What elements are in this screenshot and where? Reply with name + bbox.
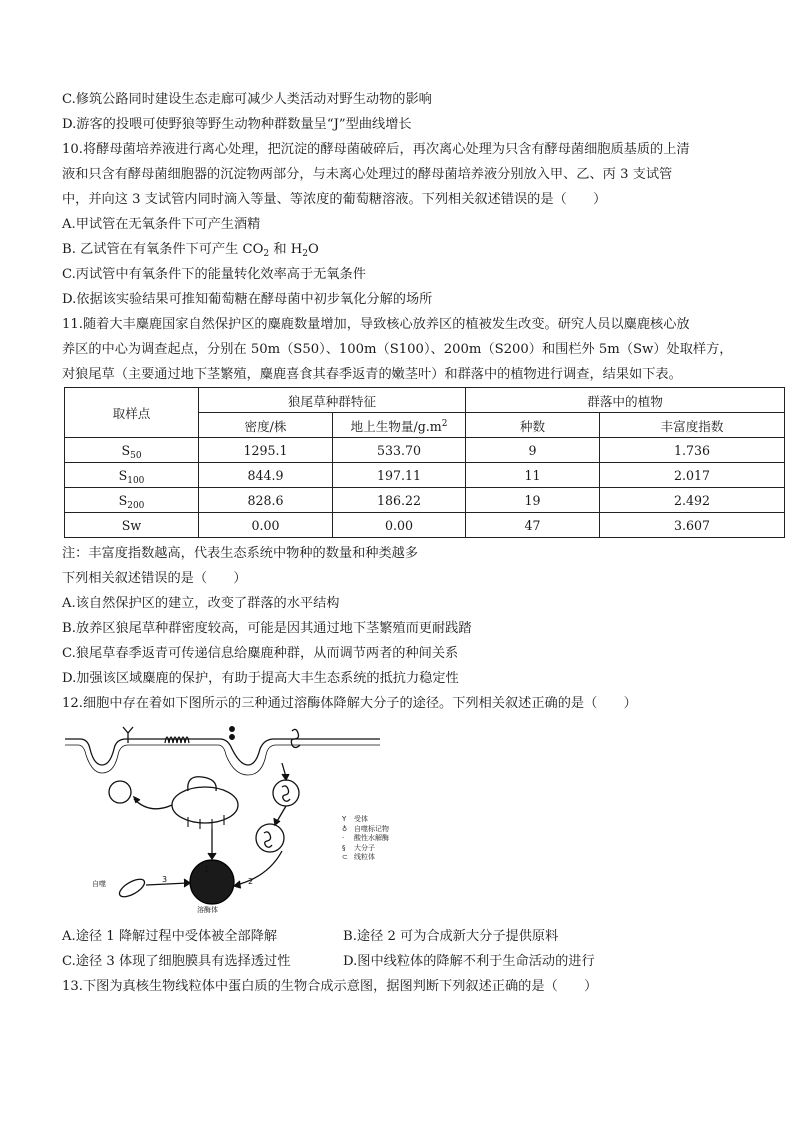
- q12-option-b: B.途径 2 可为合成新大分子提供原料: [343, 929, 559, 944]
- q10-stem-2: 液和只含有酵母菌细胞器的沉淀物两部分，与未离心处理过的酵母菌培养液分别放入甲、乙、丙 3 支试管: [62, 167, 673, 182]
- table-note: 注：丰富度指数越高，代表生态系统中物种的数量和种类越多: [62, 546, 419, 561]
- diagram-svg: [60, 725, 460, 920]
- arrow-path-2: [236, 851, 282, 885]
- autophagy-label: 自噬: [92, 880, 106, 888]
- q11-stem-2: 养区的中心为调查起点，分别在 50m（S50）、100m（S100）、200m（S200）和围栏外 5m（Sw）处取样方，: [62, 342, 733, 357]
- macromolecule-icon: §: [342, 843, 346, 852]
- cell-species: 47: [466, 513, 600, 538]
- q11-option-b: B.放养区狼尾草种群密度较高，可能是因其通过地下茎繁殖而更耐践踏: [62, 621, 472, 636]
- q11-stem-3: 对狼尾草（主要通过地下茎繁殖，麋鹿喜食其春季返青的嫩茎叶）和群落中的植物进行调查，结果如下表。: [62, 367, 682, 382]
- q11-option-c: C.狼尾草春季返青可传递信息给麋鹿种群，从而调节两者的种间关系: [62, 646, 459, 661]
- cell-richness: 3.607: [600, 513, 785, 538]
- header-group-population: 狼尾草种群特征: [199, 388, 466, 413]
- q11-stem-1: 11.随着大丰麋鹿国家自然保护区的麋鹿数量增加，导致核心放养区的植被发生改变。研究人员以麋鹿核心放: [62, 317, 690, 332]
- cell-density: 1295.1: [199, 438, 333, 463]
- lysosome-pathway-diagram: [60, 725, 460, 920]
- marker-icon: ♁: [342, 824, 348, 833]
- legend-mitochondria: ⊂ 线粒体: [342, 853, 375, 861]
- q13-stem: 13.下图为真核生物线粒体中蛋白质的生物合成示意图，据图判断下列叙述正确的是（ ）: [62, 979, 598, 994]
- cell-density: 844.9: [199, 463, 333, 488]
- cell-density: 0.00: [199, 513, 333, 538]
- path-3-label: 3: [162, 875, 168, 884]
- survey-table: [64, 387, 785, 538]
- cell-site: Sw: [65, 513, 199, 538]
- coil-receptor-icon: [165, 737, 189, 743]
- q12-option-a: A.途径 1 降解过程中受体被全部降解: [62, 929, 278, 944]
- receptor-icon: Y: [342, 815, 347, 823]
- hydrolase-icon: ·: [342, 834, 345, 842]
- q11-option-a: A.该自然保护区的建立，改变了群落的水平结构: [62, 596, 340, 611]
- cell-biomass: 186.22: [333, 488, 466, 513]
- q10-stem-1: 10.将酵母菌培养液进行离心处理，把沉淀的酵母菌破碎后，再次离心处理为只含有酵母菌细胞质基质的上清: [62, 142, 690, 157]
- table-row: [65, 513, 785, 538]
- q10-option-c: C.丙试管中有氧条件下的能量转化效率高于无氧条件: [62, 267, 366, 282]
- path-2-label: 2: [248, 877, 254, 886]
- receptor-icon: [123, 727, 133, 743]
- cell-density: 828.6: [199, 488, 333, 513]
- endosome-vesicle: [109, 781, 131, 803]
- central-endosome: [172, 787, 238, 823]
- q11-ask: 下列相关叙述错误的是（ ）: [62, 571, 247, 586]
- legend-receptor: Y 受体: [342, 815, 368, 823]
- legend-macromolecule: § 大分子: [342, 843, 375, 852]
- q10-option-a: A.甲试管在无氧条件下可产生酒精: [62, 217, 261, 232]
- path-1-label: 1: [204, 865, 210, 874]
- q10-option-b: B. 乙试管在有氧条件下可产生 $CO_2$ 和 $H_2O$: [62, 242, 319, 259]
- q12-option-d: D.图中线粒体的降解不利于生命活动的进行: [343, 954, 595, 969]
- option-d-prev: D.游客的投喂可使野狼等野生动物种群数量呈“J”型曲线增长: [62, 117, 412, 132]
- macromolecule-vesicle: [273, 780, 299, 806]
- cell-site: $S_{100}$: [65, 463, 199, 488]
- mitochondrion-icon: [117, 876, 147, 900]
- table-row: [65, 438, 785, 463]
- cell-species: 11: [466, 463, 600, 488]
- header-group-community: 群落中的植物: [466, 388, 785, 413]
- cell-membrane: [65, 739, 380, 765]
- mitochondrion-icon: ⊂: [342, 853, 348, 861]
- cell-species: 19: [466, 488, 600, 513]
- cell-richness: 1.736: [600, 438, 785, 463]
- header-site: 取样点: [65, 388, 199, 438]
- cell-biomass: 197.11: [333, 463, 466, 488]
- diagram-legend: [342, 815, 389, 863]
- cell-richness: 2.017: [600, 463, 785, 488]
- header-density: 密度/株: [199, 413, 333, 438]
- cell-biomass: 0.00: [333, 513, 466, 538]
- header-biomass: 地上生物量$/g.m^2$: [333, 413, 466, 438]
- table-row: [65, 463, 785, 488]
- table-row: [65, 488, 785, 513]
- cell-richness: 2.492: [600, 488, 785, 513]
- lysosome: [190, 860, 234, 904]
- q10-option-d: D.依据该实验结果可推知葡萄糖在酵母菌中初步氧化分解的场所: [62, 292, 433, 307]
- lysosome-label: 溶酶体: [197, 906, 218, 914]
- q10-stem-3: 中，并向这 3 支试管内同时滴入等量、等浓度的葡萄糖溶液。下列相关叙述错误的是（ ）: [62, 192, 607, 207]
- q11-option-d: D.加强该区域麋鹿的保护，有助于提高大丰生态系统的抵抗力稳定性: [62, 671, 459, 686]
- cell-site: $S_{50}$: [65, 438, 199, 463]
- option-c-prev: C.修筑公路同时建设生态走廊可减少人类活动对野生动物的影响: [62, 92, 432, 107]
- legend-marker: ♁ 自噬标记物: [342, 824, 389, 833]
- header-species: 种数: [466, 413, 600, 438]
- marker-dot: [230, 727, 235, 732]
- cell-site: $S_{200}$: [65, 488, 199, 513]
- cell-biomass: 533.70: [333, 438, 466, 463]
- q12-stem: 12.细胞中存在着如下图所示的三种通过溶酶体降解大分子的途径。下列相关叙述正确的是（ ）: [62, 696, 637, 711]
- legend-hydrolase: · 酸性水解酶: [342, 834, 389, 842]
- q12-option-c: C.途径 3 体现了细胞膜具有选择透过性: [62, 954, 291, 969]
- cell-species: 9: [466, 438, 600, 463]
- header-richness: 丰富度指数: [600, 413, 785, 438]
